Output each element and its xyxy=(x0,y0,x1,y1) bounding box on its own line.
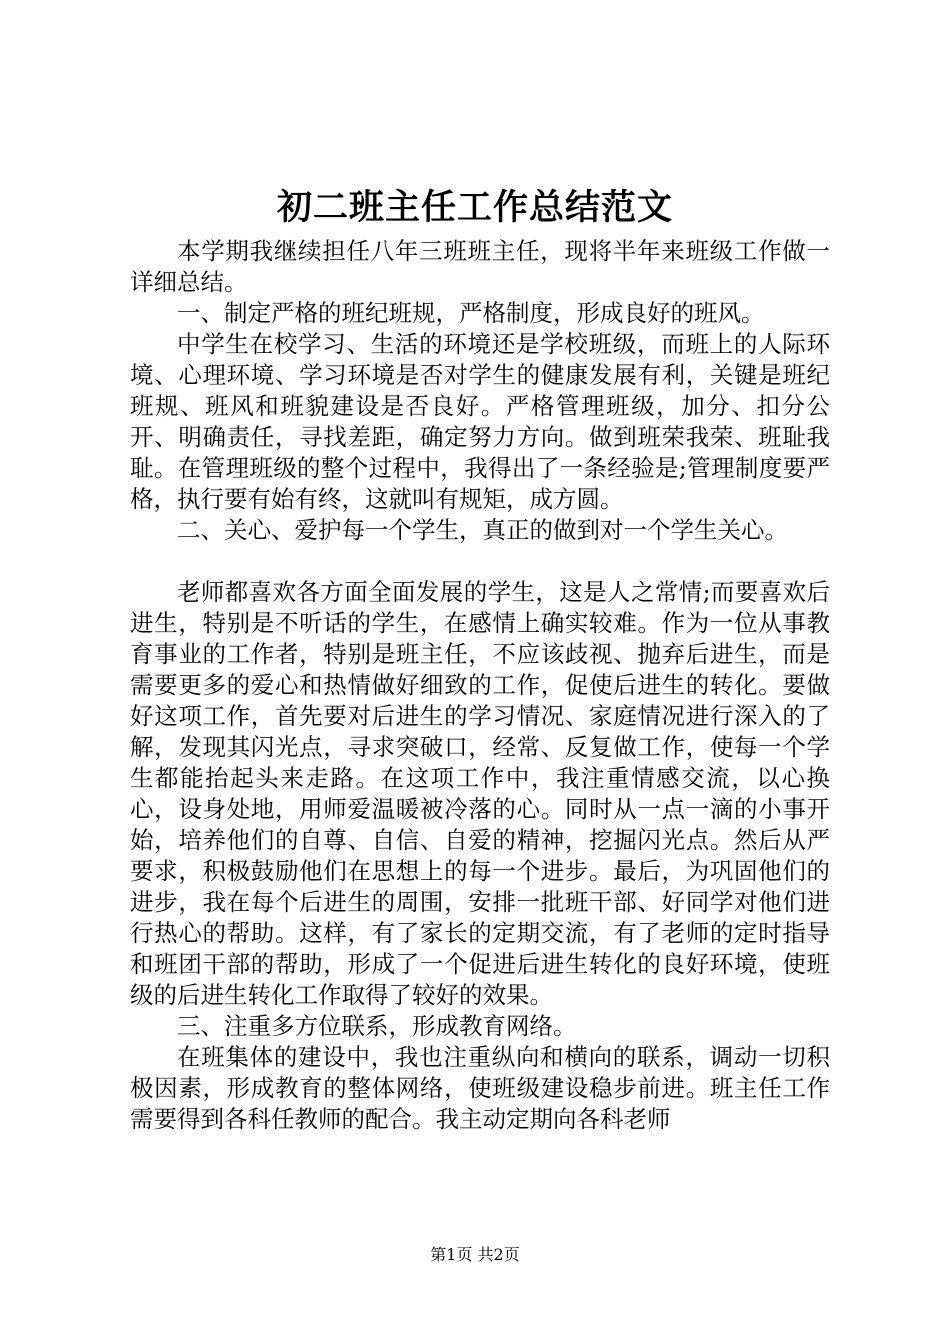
paragraph-section-3: 在班集体的建设中，我也注重纵向和横向的联系，调动一切积极因素，形成教育的整体网络，使班级建设稳步前进。班主任工作需要得到各科任教师的配合。我主动定期向各科老师 xyxy=(130,1043,830,1133)
document-body xyxy=(130,236,830,1135)
page-footer: 第1页 共2页 xyxy=(430,1245,520,1264)
paragraph-intro: 本学期我继续担任八年三班班主任，现将半年来班级工作做一详细总结。 xyxy=(130,237,830,296)
document-title: 初二班主任工作总结范文 xyxy=(276,187,673,228)
section-heading-1: 一、制定严格的班纪班规，严格制度，形成良好的班风。 xyxy=(177,299,765,327)
section-heading-2: 二、关心、爱护每一个学生，真正的做到对一个学生关心。 xyxy=(177,516,788,544)
section-heading-3: 三、注重多方位联系，形成教育网络。 xyxy=(177,1012,577,1040)
paragraph-section-1: 中学生在校学习、生活的环境还是学校班级，而班上的人际环境、心理环境、学习环境是否对学生的健康发展有利，关键是班纪班规、班风和班貌建设是否良好。严格管理班级，加分、扣分公开、明确责任，寻找差距，确定努力方向。做到班荣我荣、班耻我耻。在管理班级的整个过程中，我得出了一条经验是;管理制度要严格，执行要有始有终，这就叫有规矩，成方圆。 xyxy=(130,330,830,513)
paragraph-section-2: 老师都喜欢各方面全面发展的学生，这是人之常情;而要喜欢后进生，特别是不听话的学生，在感情上确实较难。作为一位从事教育事业的工作者，特别是班主任，不应该歧视、抛弃后进生，而是需要更多的爱心和热情做好细致的工作，促使后进生的转化。要做好这项工作，首先要对后进生的学习情况、家庭情况进行深入的了解，发现其闪光点，寻求突破口，经常、反复做工作，使每一个学生都能抬起头来走路。在这项工作中，我注重情感交流，以心换心，设身处地，用师爱温暖被冷落的心。同时从一点一滴的小事开始，培养他们的自尊、自信、自爱的精神，挖掘闪光点。然后从严要求，积极鼓励他们在思想上的每一个进步。最后，为巩固他们的进步，我在每个后进生的周围，安排一批班干部、好同学对他们进行热心的帮助。这样，有了家长的定期交流，有了老师的定时指导和班团干部的帮助，形成了一个促进后进生转化的良好环境，使班级的后进生转化工作取得了较好的效果。 xyxy=(130,578,830,1009)
